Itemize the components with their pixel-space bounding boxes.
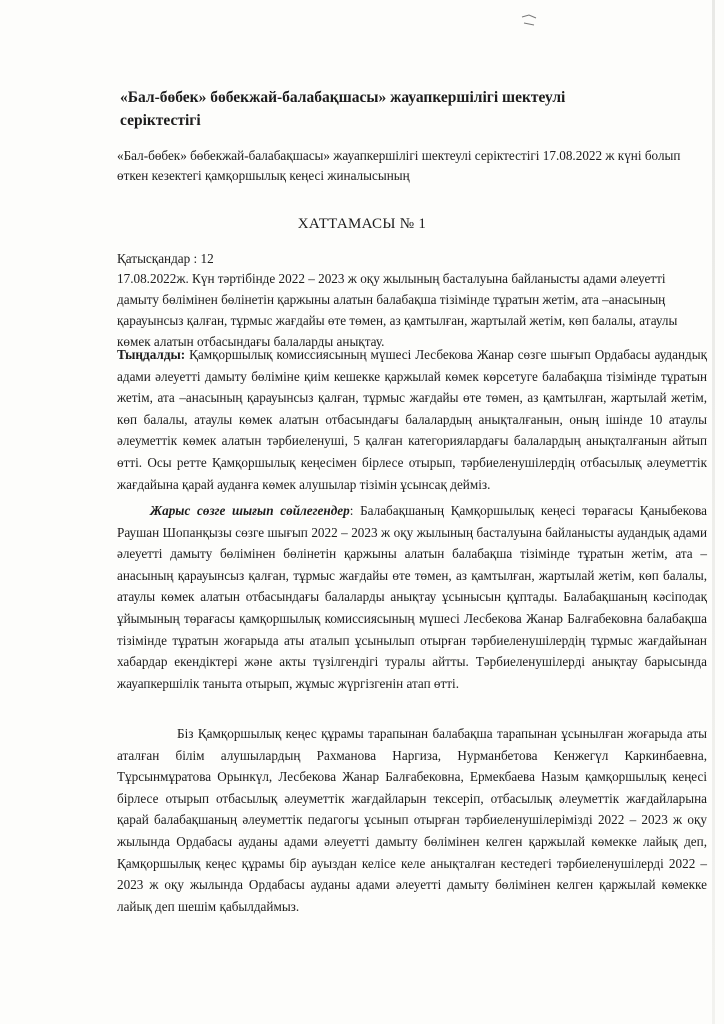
- heard-text: Қамқоршылық комиссиясының мүшесі Лесбекова Жанар сөзге шығып Ордабасы аудандық адами әлеуетті дамыту бөліміне қиім кешекке қаржылай көмек көрсетуге балабақша тізімінде тұратын жетім, ата –анасының қарауынсыз қалған, тұрмыс жағдайы өте төмен, аз қамтылған, жартылай жетім, көп балалы, атаулы көмек алатын отбасындағы балалардың анықталғанын, оның ішінде 10 атаулы әлеуметтік көмек алатын тәрбиеленуші, 5 қалған категориялардағы балалардың анықталғанын айтып өтті. Осы ретте Қамқоршылық кеңесімен бірлесе отырып, тәрбиеленушілердің отбасылық әлеуметтік жағдайына қарай ауданға көмек алушылар тізімін ұсынсақ дейміз.: [117, 347, 707, 492]
- document-intro: «Бал-бөбек» бөбекжай-балабақшасы» жауапкершілігі шектеулі серіктестігі 17.08.2022 ж күні болып өткен кезектегі қамқоршылық кеңесі жиналысының: [117, 148, 681, 183]
- agenda-paragraph: 17.08.2022ж. Күн тәртібінде 2022 – 2023 ж оқу жылының басталуына байланысты адами әлеуетті дамыту бөлімінен бөлінетін қаржыны алатын балабақша тізімінде тұратын жетім, ата –анасының қарауынсыз қалған, тұрмыс жағдайы өте төмен, аз қамтылған, жартылай жетім, көп балалы, атаулы көмек алатын отбасындағы балаларды анықтау.: [117, 271, 678, 349]
- speakers-text: : Балабақшаның Қамқоршылық кеңесі төрағасы Қаныбекова Раушан Шопанқызы сөзге шығып 2022 – 2023 ж оқу жылының басталуына байланысты аудандық адами әлеуетті дамыту бөлімінен бөлінетін қаржыны алатын балабақша тізімінде тұратын жетім, ата –анасының қарауынсыз қалған, тұрмыс жағдайы өте төмен, аз қамтылған, жартылай жетім, көп балалы, атаулы көмек алатын отбасындағы балаларды анықтау ұсынысын құптады. Балабақшаның кәсіподақ ұйымының төрағасы қамқоршылық комиссиясының мүшесі Лесбекова Жанар Балғабековна балабақша тізімінде тұратын жоғарыда аты аталып ұсынылып отырған тәрбиеленушілердің тұрмыс жағдайынан хабардар екендіктері және акты түзілгендігі туралы айтты. Тәрбиеленушілерді анықтау барысында жауапкершілік таныта отырып, жұмыс жүргізгенін атап өтті.: [117, 503, 707, 691]
- heard-label: Тыңдалды:: [117, 347, 186, 362]
- decision-paragraph: [117, 723, 707, 917]
- document-title: «Бал-бөбек» бөбекжай-балабақшасы» жауапкершілігі шектеулі серіктестігі: [120, 89, 566, 129]
- speakers-label: Жарыс сөзге шығып сөйлегендер: [150, 503, 350, 518]
- decision-text: Біз Қамқоршылық кеңес құрамы тарапынан балабақша тарапынан ұсынылған жоғарыда аты аталған білім алушылардың Рахманова Наргиза, Нурманбетова Кенжегүл Каркинбаевна, Тұрсынмұратова Орынкүл, Лесбекова Жанар Балғабековна, Ермекбаева Назым қамқоршылық кеңесі бірлесе отырып отбасылық әлеуметтік жағдайларын тексеріп, отбасылық әлеуметтік жағдайларына қарай балабақшаның әлеуметтік педагогы ұсынып отырған тәрбиеленушілерімізді 2022 – 2023 ж оқу жылында Ордабасы ауданы адами әлеуетті дамыту бөлімінен келген қаржылай көмекке лайық деп, Қамқоршылық кеңес құрамы бір ауыздан келісе келе анықталған кестедегі тәрбиеленушілерді 2022 – 2023 ж оқу жылында Ордабасы ауданы адами әлеуетті дамыту бөлімінен келген қаржылай көмекке лайық деп шешім қабылдаймыз.: [117, 726, 707, 914]
- speakers-paragraph: [117, 500, 707, 694]
- scan-edge-shadow: [712, 0, 715, 1024]
- participants-line: Қатысқандар : 12: [117, 251, 214, 266]
- heard-paragraph: [117, 344, 707, 495]
- protocol-heading: ХАТТАМАСЫ № 1: [297, 216, 427, 232]
- scan-artifact-mark: [520, 14, 538, 28]
